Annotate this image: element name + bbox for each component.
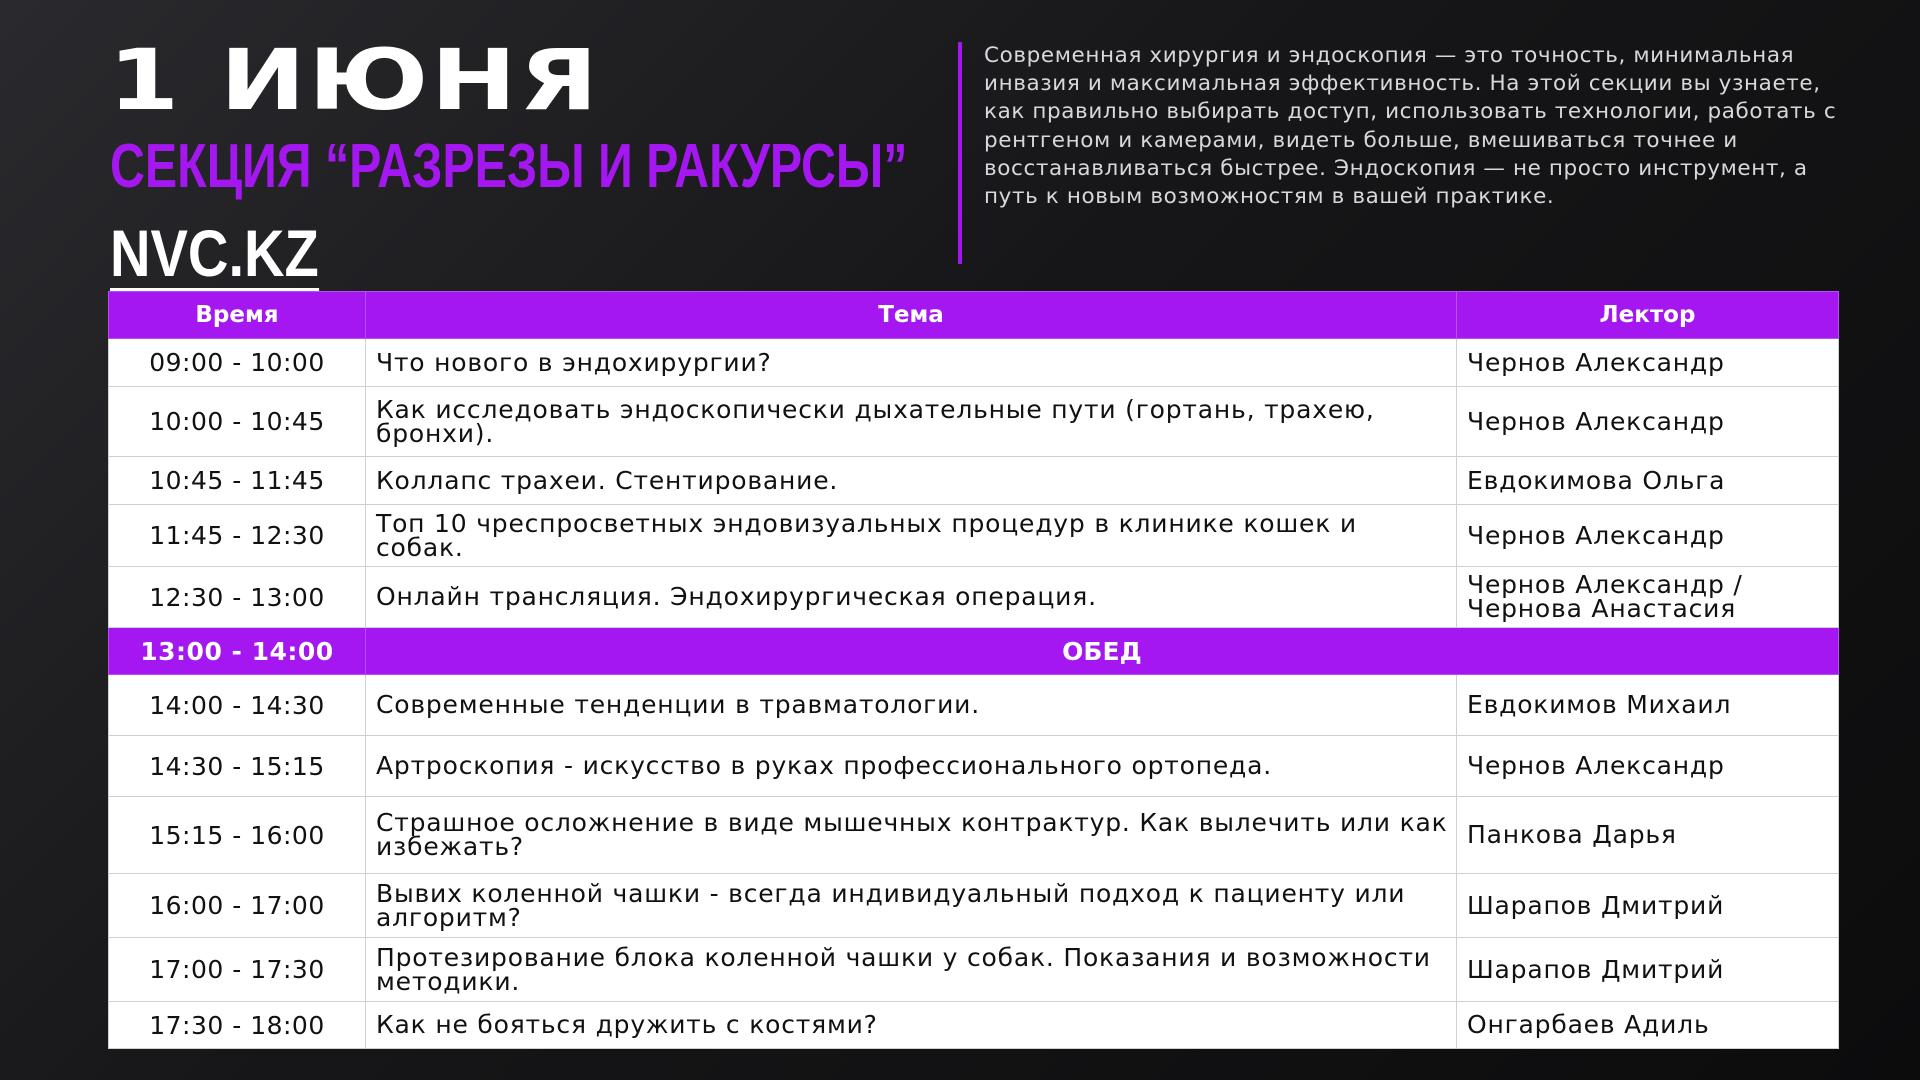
- topic-cell: Что нового в эндохирургии?: [366, 339, 1457, 387]
- table-row: [109, 457, 1839, 505]
- table-row: [109, 505, 1839, 567]
- time-cell: 10:00 - 10:45: [109, 387, 366, 457]
- table-row: [109, 874, 1839, 938]
- topic-cell: Протезирование блока коленной чашки у собак. Показания и возможности методики.: [366, 938, 1457, 1002]
- lunch-row: [109, 628, 1839, 675]
- lecturer-cell: Чернов Александр: [1457, 387, 1839, 457]
- site-link[interactable]: NVC.KZ: [110, 220, 319, 293]
- time-cell: 11:45 - 12:30: [109, 505, 366, 567]
- time-cell: 12:30 - 13:00: [109, 567, 366, 628]
- topic-cell: Онлайн трансляция. Эндохирургическая операция.: [366, 567, 1457, 628]
- column-header-lecturer: Лектор: [1457, 292, 1839, 339]
- lecturer-cell: Шарапов Дмитрий: [1457, 938, 1839, 1002]
- topic-cell: Вывих коленной чашки - всегда индивидуальный подход к пациенту или алгоритм?: [366, 874, 1457, 938]
- accent-divider: [958, 42, 962, 264]
- column-header-topic: Тема: [366, 292, 1457, 339]
- topic-cell: Страшное осложнение в виде мышечных контрактур. Как вылечить или как избежать?: [366, 797, 1457, 874]
- table-row: [109, 339, 1839, 387]
- lecturer-cell: Онгарбаев Адиль: [1457, 1002, 1839, 1049]
- table-row: [109, 1002, 1839, 1049]
- time-cell: 17:00 - 17:30: [109, 938, 366, 1002]
- lecturer-cell: Евдокимов Михаил: [1457, 675, 1839, 736]
- time-cell: 17:30 - 18:00: [109, 1002, 366, 1049]
- topic-cell: Как исследовать эндоскопически дыхательные пути (гортань, трахею, бронхи).: [366, 387, 1457, 457]
- topic-cell: Артроскопия - искусство в руках профессионального ортопеда.: [366, 736, 1457, 797]
- table-row: [109, 675, 1839, 736]
- section-title: СЕКЦИЯ “РАЗРЕЗЫ И РАКУРСЫ”: [110, 132, 908, 201]
- time-cell: 14:30 - 15:15: [109, 736, 366, 797]
- date-title: 1 ИЮНЯ: [108, 31, 601, 129]
- table-row: [109, 567, 1839, 628]
- lecturer-cell: Чернов Александр: [1457, 736, 1839, 797]
- table-row: [109, 797, 1839, 874]
- table-row: [109, 938, 1839, 1002]
- lecturer-cell: Чернов Александр: [1457, 339, 1839, 387]
- time-cell: 10:45 - 11:45: [109, 457, 366, 505]
- table-row: [109, 387, 1839, 457]
- lecturer-cell: Чернов Александр: [1457, 505, 1839, 567]
- section-description: Современная хирургия и эндоскопия — это точность, минимальная инвазия и максимальная эффективность. На этой секции вы узнаете, как правильно выбирать доступ, использовать технологии, работать с рентгеном и камерами, видеть больше, вмешиваться точнее и восстанавливаться быстрее. Эндоскопия — не просто инструмент, а путь к новым возможностям в вашей практике.: [984, 43, 1837, 210]
- schedule-table: [108, 291, 1839, 1049]
- time-cell: 16:00 - 17:00: [109, 874, 366, 938]
- topic-cell: Коллапс трахеи. Стентирование.: [366, 457, 1457, 505]
- time-cell: 15:15 - 16:00: [109, 797, 366, 874]
- column-header-time: Время: [109, 292, 366, 339]
- lecturer-cell: Шарапов Дмитрий: [1457, 874, 1839, 938]
- topic-cell: Топ 10 чреспросветных эндовизуальных процедур в клинике кошек и собак.: [366, 505, 1457, 567]
- time-cell: 09:00 - 10:00: [109, 339, 366, 387]
- lecturer-cell: Панкова Дарья: [1457, 797, 1839, 874]
- lunch-time-cell: 13:00 - 14:00: [109, 628, 366, 675]
- topic-cell: Как не бояться дружить с костями?: [366, 1002, 1457, 1049]
- time-cell: 14:00 - 14:30: [109, 675, 366, 736]
- lecturer-cell: Чернов Александр / Чернова Анастасия: [1457, 567, 1839, 628]
- lecturer-cell: Евдокимова Ольга: [1457, 457, 1839, 505]
- table-row: [109, 736, 1839, 797]
- lunch-label-cell: ОБЕД: [366, 628, 1839, 675]
- topic-cell: Современные тенденции в травматологии.: [366, 675, 1457, 736]
- table-header-row: [109, 292, 1839, 339]
